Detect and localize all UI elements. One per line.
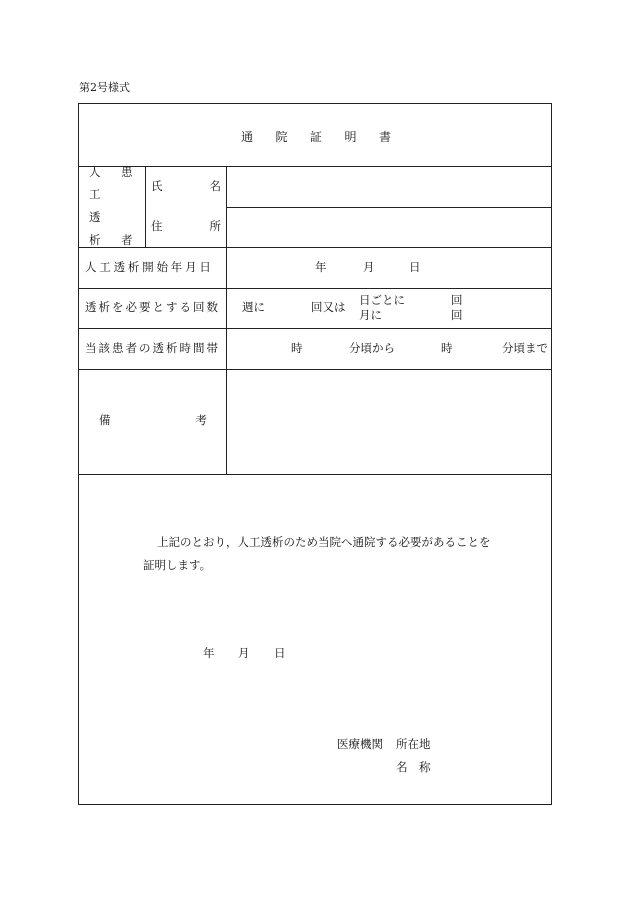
row-divider — [79, 474, 551, 475]
frequency-times-1: 回 — [451, 293, 463, 307]
institution-location-label: 所在地 — [396, 737, 431, 751]
remarks-label-char: 考 — [195, 413, 207, 427]
row-divider — [79, 166, 551, 167]
title-char: 書 — [378, 130, 391, 144]
frequency-per-month: 月に — [359, 308, 382, 322]
address-field[interactable] — [228, 209, 550, 246]
time-slot-label: 当該患者の透析時間帯 — [85, 341, 220, 355]
name-field[interactable] — [228, 168, 550, 206]
certification-line-1: 上記のとおり，人工透析のため当院へ通院する必要があることを — [157, 535, 491, 549]
time-slot-field[interactable] — [228, 330, 550, 368]
patient-label-char: 人 — [89, 165, 101, 179]
institution-label: 医療機関 — [337, 737, 383, 751]
column-divider — [226, 166, 227, 474]
frequency-field[interactable] — [228, 290, 550, 327]
frequency-label: 透析を必要とする回数 — [85, 300, 220, 314]
time-slot-from: 分頃から — [349, 341, 395, 355]
title-char: 通 — [241, 130, 254, 144]
row-divider — [79, 369, 551, 370]
certificate-form — [78, 103, 552, 805]
time-slot-until: 分頃まで — [502, 341, 548, 355]
patient-label-char: 工 — [89, 187, 101, 201]
certification-line-2: 証明します。 — [143, 558, 212, 572]
title-char: 明 — [344, 130, 357, 144]
start-date-label: 人工透析開始年月日 — [85, 260, 214, 274]
frequency-times-2: 回 — [451, 308, 463, 322]
time-slot-hour-1: 時 — [291, 341, 303, 355]
patient-label-char: 者 — [121, 233, 133, 247]
name-label — [151, 181, 221, 193]
remarks-label — [99, 415, 207, 427]
column-divider — [145, 166, 146, 247]
start-date-day-unit: 日 — [409, 260, 421, 274]
issue-date-month-unit: 月 — [238, 646, 250, 660]
issue-date-day-unit: 日 — [274, 646, 286, 660]
start-date-month-unit: 月 — [363, 260, 375, 274]
institution-name-label: 名 称 — [396, 760, 431, 774]
title-char: 院 — [275, 130, 288, 144]
time-slot-hour-2: 時 — [441, 341, 453, 355]
address-label — [151, 221, 221, 233]
row-divider — [226, 207, 551, 208]
form-title — [241, 131, 391, 143]
name-label-char: 名 — [209, 179, 221, 193]
frequency-every-days: 日ごとに — [359, 293, 405, 307]
row-divider — [79, 328, 551, 329]
row-divider — [79, 247, 551, 248]
address-label-char: 所 — [209, 219, 221, 233]
title-char: 証 — [309, 130, 322, 144]
frequency-week: 週に — [242, 300, 265, 314]
patient-label-char: 透 — [89, 210, 101, 224]
start-date-field[interactable] — [228, 249, 550, 287]
form-number: 第2号様式 — [79, 81, 130, 94]
patient-label-char: 患 — [121, 165, 133, 179]
start-date-year-unit: 年 — [315, 260, 327, 274]
name-label-char: 氏 — [151, 179, 163, 193]
frequency-times-or: 回又は — [311, 300, 346, 314]
remarks-label-char: 備 — [99, 413, 111, 427]
remarks-field[interactable] — [228, 371, 550, 473]
issue-date-year-unit: 年 — [203, 646, 215, 660]
row-divider — [79, 288, 551, 289]
address-label-char: 住 — [151, 219, 163, 233]
patient-label-char: 析 — [89, 233, 101, 247]
